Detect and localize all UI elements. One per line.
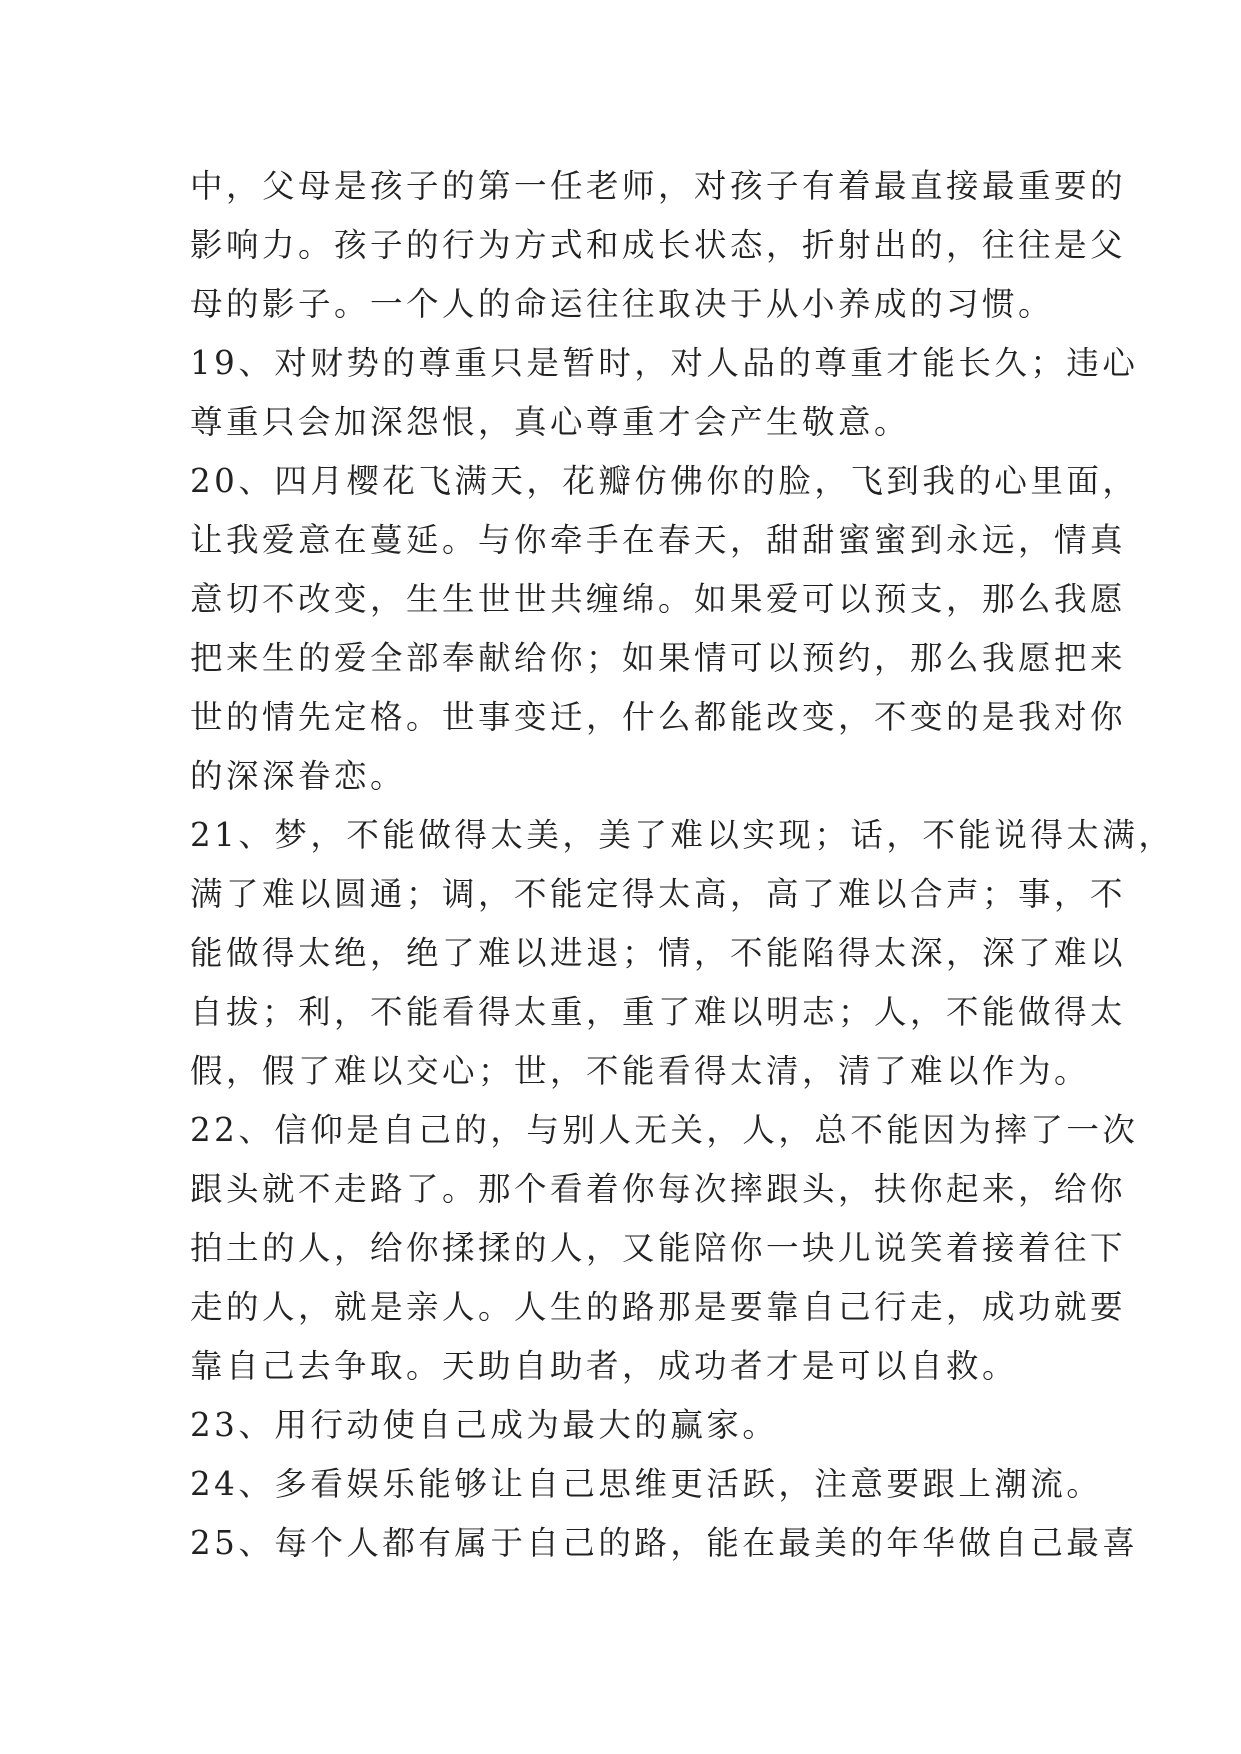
text-line: 意切不改变，生生世世共缠绵。如果爱可以预支，那么我愿: [190, 580, 1127, 618]
text-line: 中，父母是孩子的第一任老师，对孩子有着最直接最重要的: [190, 167, 1127, 205]
text-line: 21、梦，不能做得太美，美了难以实现；话，不能说得太满，: [190, 816, 1175, 854]
text-line: 23、用行动使自己成为最大的赢家。: [190, 1406, 779, 1444]
text-line: 假，假了难以交心；世，不能看得太清，清了难以作为。: [190, 1052, 1091, 1090]
text-line: 让我爱意在蔓延。与你牵手在春天，甜甜蜜蜜到永远，情真: [190, 521, 1127, 559]
text-line: 19、对财势的尊重只是暂时，对人品的尊重才能长久；违心: [190, 344, 1139, 382]
text-line: 拍土的人，给你揉揉的人，又能陪你一块儿说笑着接着往下: [190, 1229, 1127, 1267]
text-line: 影响力。孩子的行为方式和成长状态，折射出的，往往是父: [190, 226, 1127, 264]
text-line: 走的人，就是亲人。人生的路那是要靠自己行走，成功就要: [190, 1288, 1127, 1326]
text-line: 靠自己去争取。天助自助者，成功者才是可以自救。: [190, 1347, 1019, 1385]
text-line: 把来生的爱全部奉献给你；如果情可以预约，那么我愿把来: [190, 639, 1127, 677]
text-line: 能做得太绝，绝了难以进退；情，不能陷得太深，深了难以: [190, 934, 1127, 972]
text-line: 跟头就不走路了。那个看着你每次摔跟头，扶你起来，给你: [190, 1170, 1127, 1208]
text-line: 24、多看娱乐能够让自己思维更活跃，注意要跟上潮流。: [190, 1465, 1103, 1503]
text-line: 世的情先定格。世事变迁，什么都能改变，不变的是我对你: [190, 698, 1127, 736]
text-line: 母的影子。一个人的命运往往取决于从小养成的习惯。: [190, 285, 1055, 323]
text-line: 的深深眷恋。: [190, 757, 407, 795]
text-line: 20、四月樱花飞满天，花瓣仿佛你的脸，飞到我的心里面，: [190, 462, 1139, 500]
body-text: [190, 157, 1175, 1573]
text-line: 尊重只会加深怨恨，真心尊重才会产生敬意。: [190, 403, 911, 441]
text-line: 25、每个人都有属于自己的路，能在最美的年华做自己最喜: [190, 1524, 1139, 1562]
text-line: 22、信仰是自己的，与别人无关，人，总不能因为摔了一次: [190, 1111, 1139, 1149]
text-line: 满了难以圆通；调，不能定得太高，高了难以合声；事，不: [190, 875, 1127, 913]
text-line: 自拔；利，不能看得太重，重了难以明志；人，不能做得太: [190, 993, 1127, 1031]
